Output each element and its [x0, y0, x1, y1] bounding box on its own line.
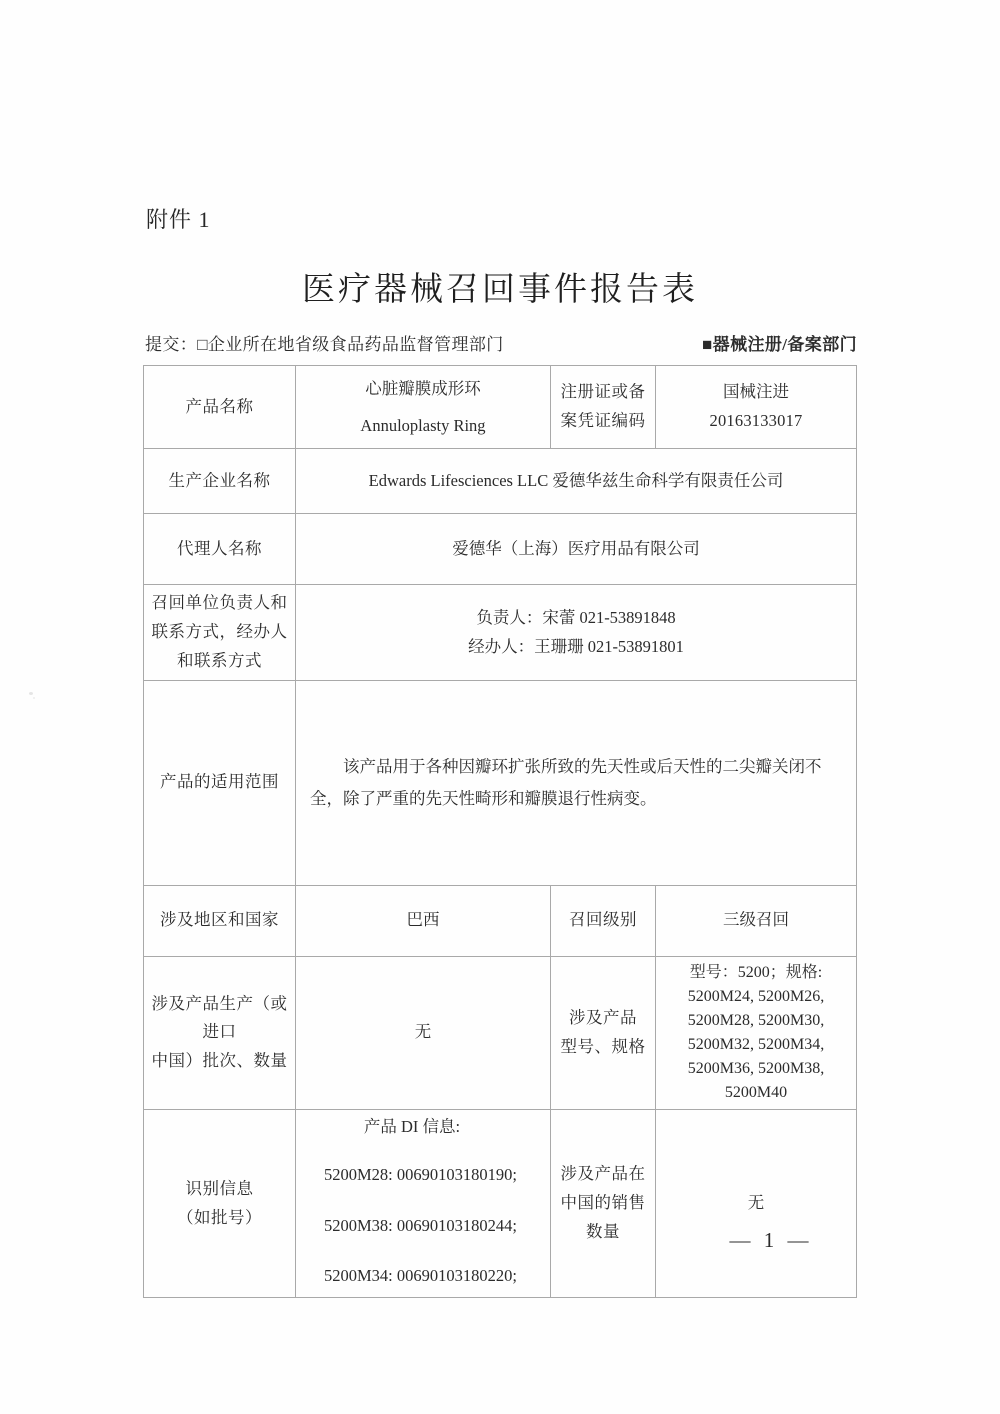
value-identification-di	[296, 1109, 551, 1298]
batch-label-line-3: 中国）批次、数量	[151, 1051, 288, 1071]
di-entry: 5200M38: 00690103180244;	[324, 1215, 517, 1235]
submit-destination-row	[145, 330, 857, 355]
value-recall-grade: 三级召回	[656, 885, 857, 956]
submit-option-registration[interactable]: ■器械注册/备案部门	[702, 335, 857, 354]
spec-line: 型号：5200；规格:	[689, 963, 823, 981]
di-entry: 5200M34: 00690103180220;	[324, 1266, 517, 1286]
spec-label-line-2: 型号、规格	[560, 1036, 646, 1056]
table-row-region	[144, 885, 857, 956]
sales-label-line-3: 数量	[586, 1222, 620, 1242]
registration-value-line-1: 国械注进	[723, 382, 789, 402]
label-identification	[144, 1109, 296, 1298]
value-manufacturer: Edwards Lifesciences LLC 爱德华兹生命科学有限责任公司	[296, 449, 857, 514]
value-china-sales-quantity: 无	[656, 1109, 857, 1298]
table-row-scope	[144, 680, 857, 885]
scan-speck-artifact	[29, 692, 33, 695]
table-row-batch-quantity	[144, 956, 857, 1109]
value-product-name	[296, 366, 551, 449]
submit-prefix-label: 提交：	[145, 335, 198, 354]
table-row-contact	[144, 585, 857, 681]
spec-line: 5200M28, 5200M30,	[687, 1011, 825, 1029]
spec-line: 5200M40	[724, 1083, 788, 1101]
label-region: 涉及地区和国家	[144, 885, 296, 956]
value-region: 巴西	[296, 885, 551, 956]
registration-label-line-1: 注册证或备	[560, 382, 646, 402]
label-batch-quantity	[144, 956, 296, 1109]
table-row-product-name	[144, 366, 857, 449]
label-recall-grade: 召回级别	[551, 885, 656, 956]
batch-label-line-2: 进口	[202, 1022, 237, 1042]
label-scope: 产品的适用范围	[144, 680, 296, 885]
page-title: 医疗器械召回事件报告表	[302, 272, 698, 308]
label-product-models	[551, 956, 656, 1109]
label-china-sales-quantity	[551, 1109, 656, 1298]
checkbox-unchecked-icon[interactable]: □企业所在地省级食品药品监督管理部门	[197, 335, 504, 354]
contact-handler: 经办人：王珊珊 021-53891801	[468, 636, 684, 656]
contact-person-in-charge: 负责人：宋蕾 021-53891848	[476, 607, 676, 627]
batch-label-line-1: 涉及产品生产（或	[151, 993, 288, 1013]
contact-label-line-1: 召回单位负责人和	[151, 593, 288, 613]
spec-label-line-1: 涉及产品	[569, 1008, 637, 1027]
value-product-models	[656, 956, 857, 1109]
value-batch-quantity: 无	[296, 956, 551, 1109]
spec-line: 5200M36, 5200M38,	[687, 1059, 825, 1077]
scan-speck-artifact	[33, 697, 35, 699]
label-manufacturer: 生产企业名称	[144, 449, 296, 514]
sales-label-line-1: 涉及产品在	[560, 1164, 646, 1184]
label-registration-number	[551, 366, 656, 449]
page-footer	[0, 1228, 1000, 1253]
spec-line: 5200M32, 5200M34,	[687, 1035, 825, 1053]
table-row-identification	[144, 1109, 857, 1298]
di-entry: 5200M28: 00690103180190;	[324, 1165, 517, 1185]
product-name-english: Annuloplasty Ring	[360, 416, 486, 436]
value-agent: 爱德华（上海）医疗用品有限公司	[296, 514, 857, 585]
registration-label-line-2: 案凭证编码	[560, 411, 646, 431]
label-agent: 代理人名称	[144, 514, 296, 585]
registration-value-line-2: 20163133017	[709, 411, 803, 431]
contact-label-line-2: 联系方式，经办人	[151, 622, 288, 642]
table-row-agent	[144, 514, 857, 585]
value-contact	[296, 585, 857, 681]
submit-option-province[interactable]	[145, 330, 504, 355]
attachment-label: 附件 1	[146, 207, 211, 232]
table-row-manufacturer	[144, 449, 857, 514]
identification-label-line-1: 识别信息	[185, 1178, 254, 1198]
value-scope	[296, 680, 857, 885]
di-info-title: 产品 DI 信息:	[363, 1116, 461, 1136]
label-contact	[144, 585, 296, 681]
recall-report-table	[143, 365, 857, 1298]
value-registration-number	[656, 366, 857, 449]
page-number: — 1 —	[729, 1228, 813, 1252]
product-name-chinese: 心脏瓣膜成形环	[365, 379, 481, 398]
scope-text: 该产品用于各种因瓣环扩张所致的先天性或后天性的二尖瓣关闭不全，除了严重的先天性畸形和瓣膜退行性病变。	[310, 756, 822, 808]
spec-line: 5200M24, 5200M26,	[687, 987, 825, 1005]
contact-label-line-3: 和联系方式	[177, 651, 262, 670]
label-product-name: 产品名称	[144, 366, 296, 449]
sales-label-line-2: 中国的销售	[560, 1193, 646, 1213]
identification-label-line-2: （如批号）	[177, 1207, 262, 1227]
